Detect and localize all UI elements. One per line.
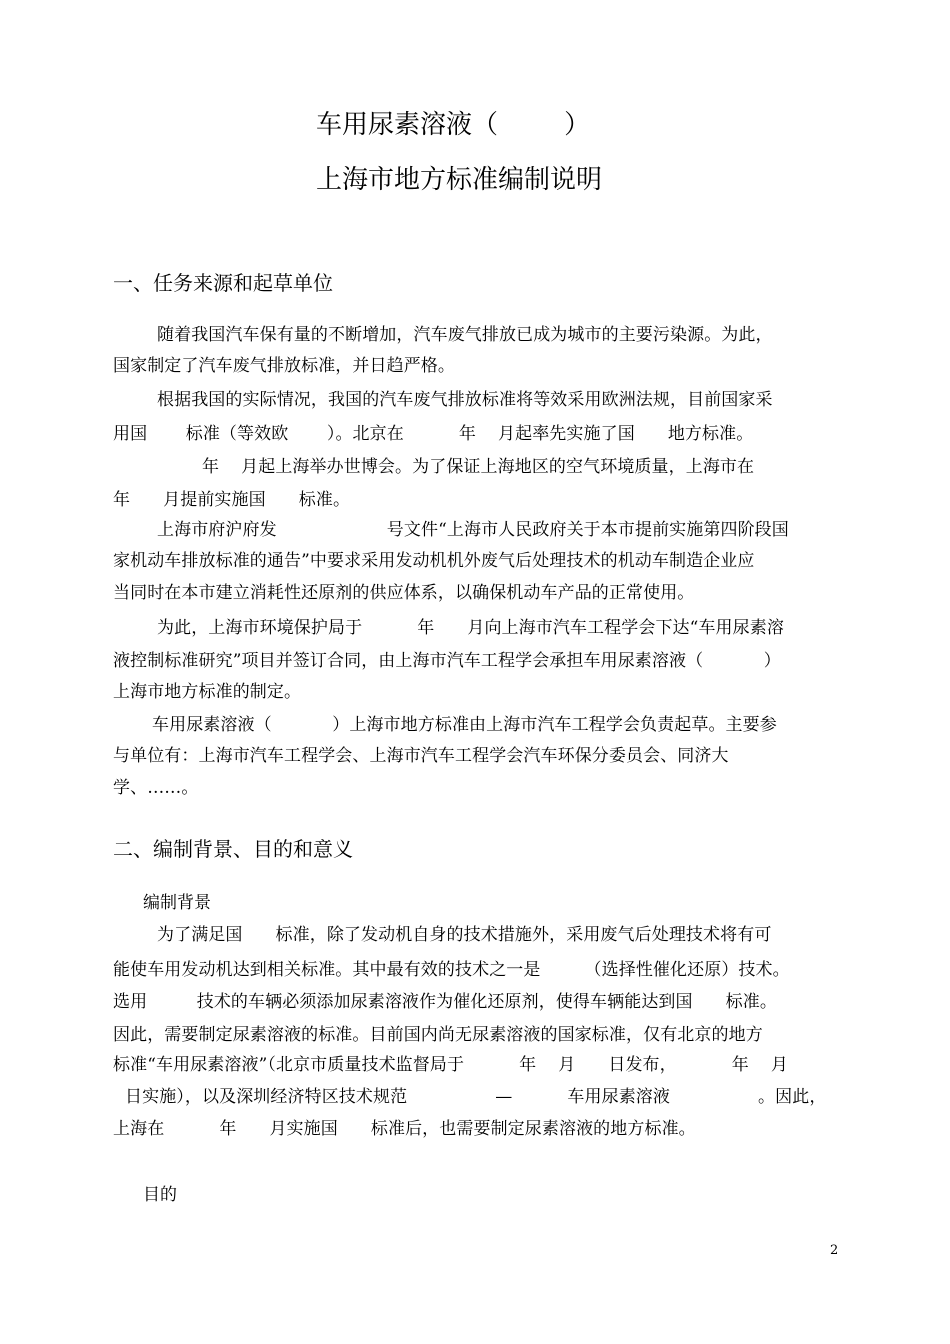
section-heading-1: 一、任务来源和起草单位 — [113, 271, 333, 295]
paragraph-line: 年 月起上海举办世博会。为了保证上海地区的空气环境质量，上海市在 — [202, 457, 755, 477]
paragraph-line: 上海在 年 月实施国 标准后，也需要制定尿素溶液的地方标准。 — [113, 1119, 696, 1139]
paragraph-line: 因此，需要制定尿素溶液的标准。目前国内尚无尿素溶液的国家标准，仅有北京的地方 — [113, 1025, 763, 1045]
paragraph-line: 用国 标准（等效欧 ）。北京在 年 月起率先实施了国 地方标准。 — [113, 424, 754, 444]
paragraph-line: 能使车用发动机达到相关标准。其中最有效的技术之一是 （选择性催化还原）技术。 — [113, 960, 790, 980]
paragraph-line: 上海市地方标准的制定。 — [113, 682, 302, 702]
paragraph-line: 标准“车用尿素溶液”（北京市质量技术监督局于 年 月 日发布， 年 月 — [113, 1055, 789, 1075]
paragraph-line: 学、……。 — [113, 778, 199, 798]
paragraph-line: 根据我国的实际情况，我国的汽车废气排放标准将等效采用欧洲法规，目前国家采 — [157, 390, 773, 410]
document-title: 车用尿素溶液（ ） — [316, 110, 591, 140]
paragraph-line: 为此，上海市环境保护局于 年 月向上海市汽车工程学会下达“车用尿素溶 — [157, 618, 784, 638]
paragraph-line: 与单位有：上海市汽车工程学会、上海市汽车工程学会汽车环保分委员会、同济大 — [113, 746, 729, 766]
paragraph-line: 液控制标准研究”项目并签订合同，由上海市汽车工程学会承担车用尿素溶液（ ） — [113, 651, 781, 671]
page-number: 2 — [830, 1243, 839, 1258]
paragraph-line: 家机动车排放标准的通告”中要求采用发动机机外废气后处理技术的机动车制造企业应 — [113, 551, 755, 571]
paragraph-line: 日实施），以及深圳经济特区技术规范 — 车用尿素溶液 。因此， — [125, 1087, 827, 1107]
subsection-heading: 目的 — [143, 1185, 177, 1205]
paragraph-line: 年 月提前实施国 标准。 — [113, 490, 351, 510]
paragraph-line: 国家制定了汽车废气排放标准，并日趋严格。 — [113, 356, 455, 376]
paragraph-line: 随着我国汽车保有量的不断增加，汽车废气排放已成为城市的主要污染源。为此， — [157, 325, 773, 345]
paragraph-line: 选用 技术的车辆必须添加尿素溶液作为催化还原剂，使得车辆能达到国 标准。 — [113, 992, 777, 1012]
paragraph-line: 上海市府沪府发 号文件“上海市人民政府关于本市提前实施第四阶段国 — [157, 520, 789, 540]
section-heading-2: 二、编制背景、目的和意义 — [113, 837, 353, 861]
paragraph-line: 车用尿素溶液（ ）上海市地方标准由上海市汽车工程学会负责起草。主要参 — [152, 715, 777, 735]
paragraph-line: 为了满足国 标准，除了发动机自身的技术措施外，采用废气后处理技术将有可 — [157, 925, 772, 945]
paragraph-line: 当同时在本市建立消耗性还原剂的供应体系，以确保机动车产品的正常使用。 — [113, 583, 695, 603]
document-subtitle: 上海市地方标准编制说明 — [316, 165, 603, 195]
subsection-heading: 编制背景 — [143, 893, 211, 913]
